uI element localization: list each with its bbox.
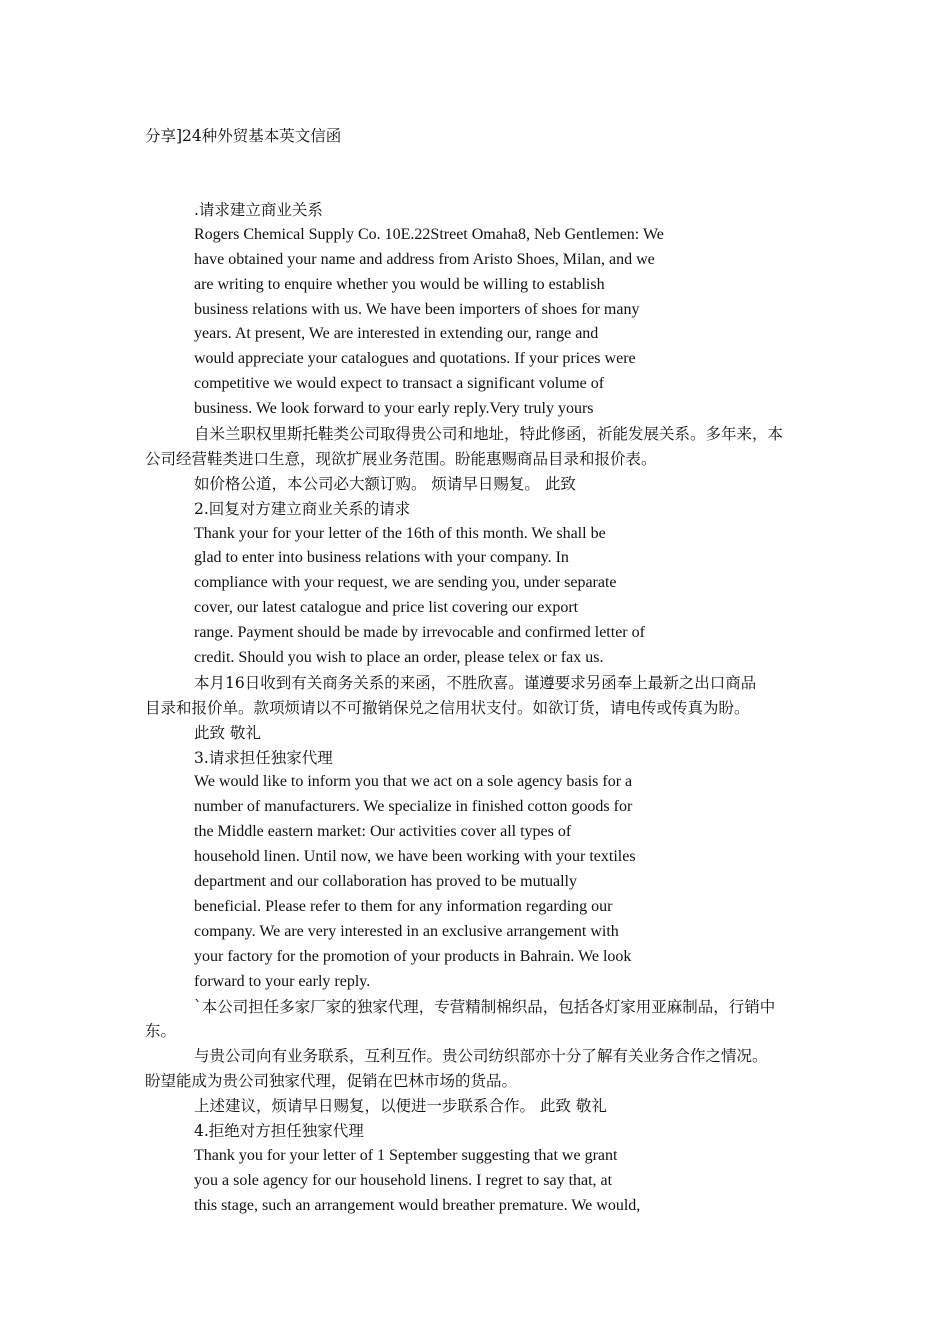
text-line: 本月16日收到有关商务关系的来函，不胜欣喜。谨遵要求另函奉上最新之出口商品 (194, 673, 757, 692)
text-line: company. We are very interested in an exclusive arrangement with (194, 922, 619, 940)
text-line: business. We look forward to your early reply.Very truly yours (194, 400, 594, 418)
text-line: department and our collaboration has proved to be mutually (194, 873, 577, 891)
text-line: your factory for the promotion of your products in Bahrain. We look (194, 947, 632, 965)
text-line: 目录和报价单。款项烦请以不可撤销保兑之信用状支付。如欲订货，请电传或传真为盼。 (145, 698, 750, 717)
text-line: would appreciate your catalogues and quotations. If your prices were (194, 350, 636, 368)
text-line: beneficial. Please refer to them for any information regarding our (194, 897, 613, 915)
text-line: 上述建议，烦请早日赐复，以便进一步联系合作。 此致 敬礼 (194, 1097, 607, 1116)
text-line: 盼望能成为贵公司独家代理，促销在巴林市场的货品。 (145, 1072, 518, 1091)
document-title: 分享]24种外贸基本英文信函 (145, 127, 342, 145)
text-line: 与贵公司向有业务联系，互利互作。贵公司纺织部亦十分了解有关业务合作之情况。 (194, 1047, 768, 1066)
text-line: We would like to inform you that we act on a sole agency basis for a (194, 773, 633, 791)
text-line: forward to your early reply. (194, 972, 371, 990)
text-line: Rogers Chemical Supply Co. 10E.22Street Omaha8, Neb Gentlemen: We (194, 225, 664, 243)
text-line: Thank your for your letter of the 16th of this month. We shall be (194, 524, 606, 542)
text-line: glad to enter into business relations with your company. In (194, 549, 569, 567)
text-line: you a sole agency for our household linens. I regret to say that, at (194, 1171, 613, 1189)
text-line: 2.回复对方建立商业关系的请求 (194, 499, 411, 518)
text-line: years. At present, We are interested in extending our, range and (194, 325, 599, 343)
text-line: 东。 (145, 1022, 177, 1041)
text-line: 3.请求担任独家代理 (194, 748, 333, 767)
text-line: 如价格公道，本公司必大额订购。 烦请早日赐复。 此致 (194, 474, 576, 493)
text-line: cover, our latest catalogue and price list covering our export (194, 599, 579, 617)
document-body (145, 198, 815, 1219)
text-line: household linen. Until now, we have been working with your textiles (194, 848, 636, 866)
text-line: range. Payment should be made by irrevocable and confirmed letter of (194, 624, 645, 642)
text-line: .请求建立商业关系 (194, 201, 323, 219)
text-line: 自米兰职权里斯托鞋类公司取得贵公司和地址，特此修函，祈能发展关系。多年来，本 (194, 425, 784, 444)
text-line: Thank you for your letter of 1 September suggesting that we grant (194, 1146, 618, 1164)
text-line: 4.拒绝对方担任独家代理 (194, 1121, 364, 1140)
text-line: business relations with us. We have been importers of shoes for many (194, 300, 640, 318)
text-line: this stage, such an arrangement would breather premature. We would, (194, 1196, 641, 1214)
text-line: compliance with your request, we are sending you, under separate (194, 574, 617, 592)
text-line: number of manufacturers. We specialize in finished cotton goods for (194, 798, 633, 816)
text-line: credit. Should you wish to place an order, please telex or fax us. (194, 649, 604, 667)
text-line: the Middle eastern market: Our activities cover all types of (194, 823, 572, 841)
text-line: 公司经营鞋类进口生意，现欲扩展业务范围。盼能惠赐商品目录和报价表。 (145, 449, 657, 468)
text-line: are writing to enquire whether you would be willing to establish (194, 275, 605, 293)
text-line: competitive we would expect to transact a significant volume of (194, 375, 605, 393)
text-line: 此致 敬礼 (194, 723, 261, 742)
text-line: have obtained your name and address from Aristo Shoes, Milan, and we (194, 250, 655, 268)
text-line: `本公司担任多家厂家的独家代理，专营精制棉织品，包括各灯家用亚麻制品，行销中 (194, 997, 776, 1016)
